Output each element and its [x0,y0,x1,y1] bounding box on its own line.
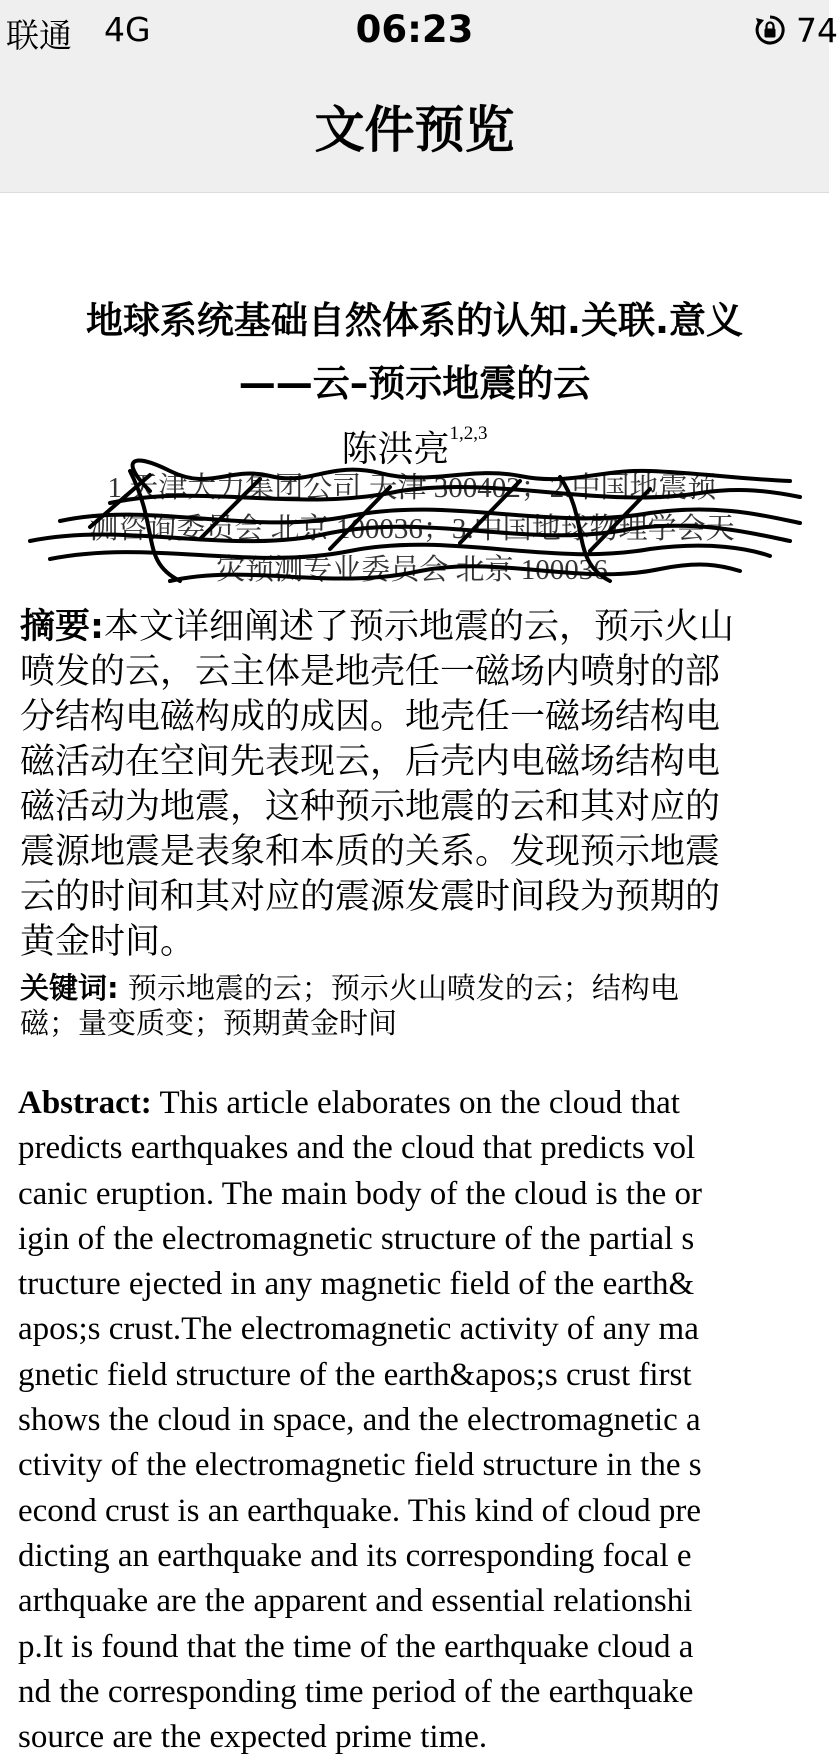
nav-bar [0,60,829,193]
english-abstract-line: econd crust is an earthquake. This kind of cloud pre [18,1492,702,1529]
author-affiliation-marks: 1,2,3 [449,423,488,444]
affiliation-line: 测咨询委员会 北京 100036；3.中国地球物理学会天 [89,513,735,545]
keywords [20,971,820,1041]
battery-percent: 74 [796,10,838,50]
keywords-text-line: 磁；量变质变；预期黄金时间 [20,1006,398,1040]
english-abstract-label: Abstract: [18,1085,152,1121]
redaction-scribble [0,431,829,601]
english-abstract-line: arthquake are the apparent and essential relationshi [18,1583,693,1620]
abstract-text-line: 磁活动为地震，这种预示地震的云和其对应的 [20,787,721,827]
network-type: 4G [104,10,151,49]
english-abstract-line: ctivity of the electromagnetic field structure in the s [18,1447,702,1484]
abstract-text-line: 黄金时间。 [20,922,196,962]
carrier-name: 联通 [6,16,72,55]
abstract-text-line: 喷发的云，云主体是地壳任一磁场内喷射的部 [20,652,721,692]
english-abstract-line: This article elaborates on the cloud that [151,1085,680,1121]
abstract-text-line: 震源地震是表象和本质的关系。发现预示地震 [20,832,721,872]
document-title-line: 地球系统基础自然体系的认知.关联.意义 [85,299,744,342]
page-title: 文件预览 [314,101,515,159]
status-right-group [754,10,838,50]
chinese-abstract [20,605,820,965]
abstract-text-line: 分结构电磁构成的成因。地壳任一磁场结构电 [20,697,721,737]
keywords-label: 关键词: [20,971,119,1005]
english-abstract-line: nd the corresponding time period of the earthquake [18,1673,694,1710]
english-abstract-line: predicts earthquakes and the cloud that predicts vol [18,1130,696,1167]
english-abstract-line: apos;s crust.The electromagnetic activity of any ma [18,1311,699,1348]
author-name: 陈洪亮 [341,429,450,470]
english-abstract-line: dicting an earthquake and its corresponding focal e [18,1537,692,1574]
affiliation-line: 1.天津大力集团公司 天津 300402；2.中国地震预 [107,472,717,504]
english-abstract [18,1081,823,1760]
abstract-text-line: 云的时间和其对应的震源发震时间段为预期的 [20,877,721,917]
affiliation-line: 灾预测专业委员会 北京 100036 [216,554,608,586]
english-abstract-line: p.It is found that the time of the earthquake cloud a [18,1628,694,1665]
abstract-label: 摘要: [20,607,104,647]
orientation-lock-icon [754,14,786,46]
english-abstract-line: igin of the electromagnetic structure of the partial s [18,1220,695,1257]
status-bar [0,0,838,60]
english-abstract-line: shows the cloud in space, and the electromagnetic a [18,1402,701,1439]
english-abstract-line: canic eruption. The main body of the cloud is the or [18,1175,702,1212]
abstract-text-line: 磁活动在空间先表现云，后壳内电磁场结构电 [20,742,721,782]
status-time: 06:23 [355,8,474,51]
abstract-text-line: 本文详细阐述了预示地震的云，预示火山 [104,607,735,647]
document-subtitle-line: ——云–预示地震的云 [238,362,591,405]
english-abstract-line: source are the expected prime time. [18,1719,488,1756]
english-abstract-line: tructure ejected in any magnetic field of the earth& [18,1266,695,1303]
document-preview[interactable] [0,193,829,1756]
keywords-text-line: 预示地震的云；预示火山喷发的云；结构电 [118,971,679,1005]
document-title [0,289,829,415]
english-abstract-line: gnetic field structure of the earth&apos;s crust first [18,1356,692,1393]
